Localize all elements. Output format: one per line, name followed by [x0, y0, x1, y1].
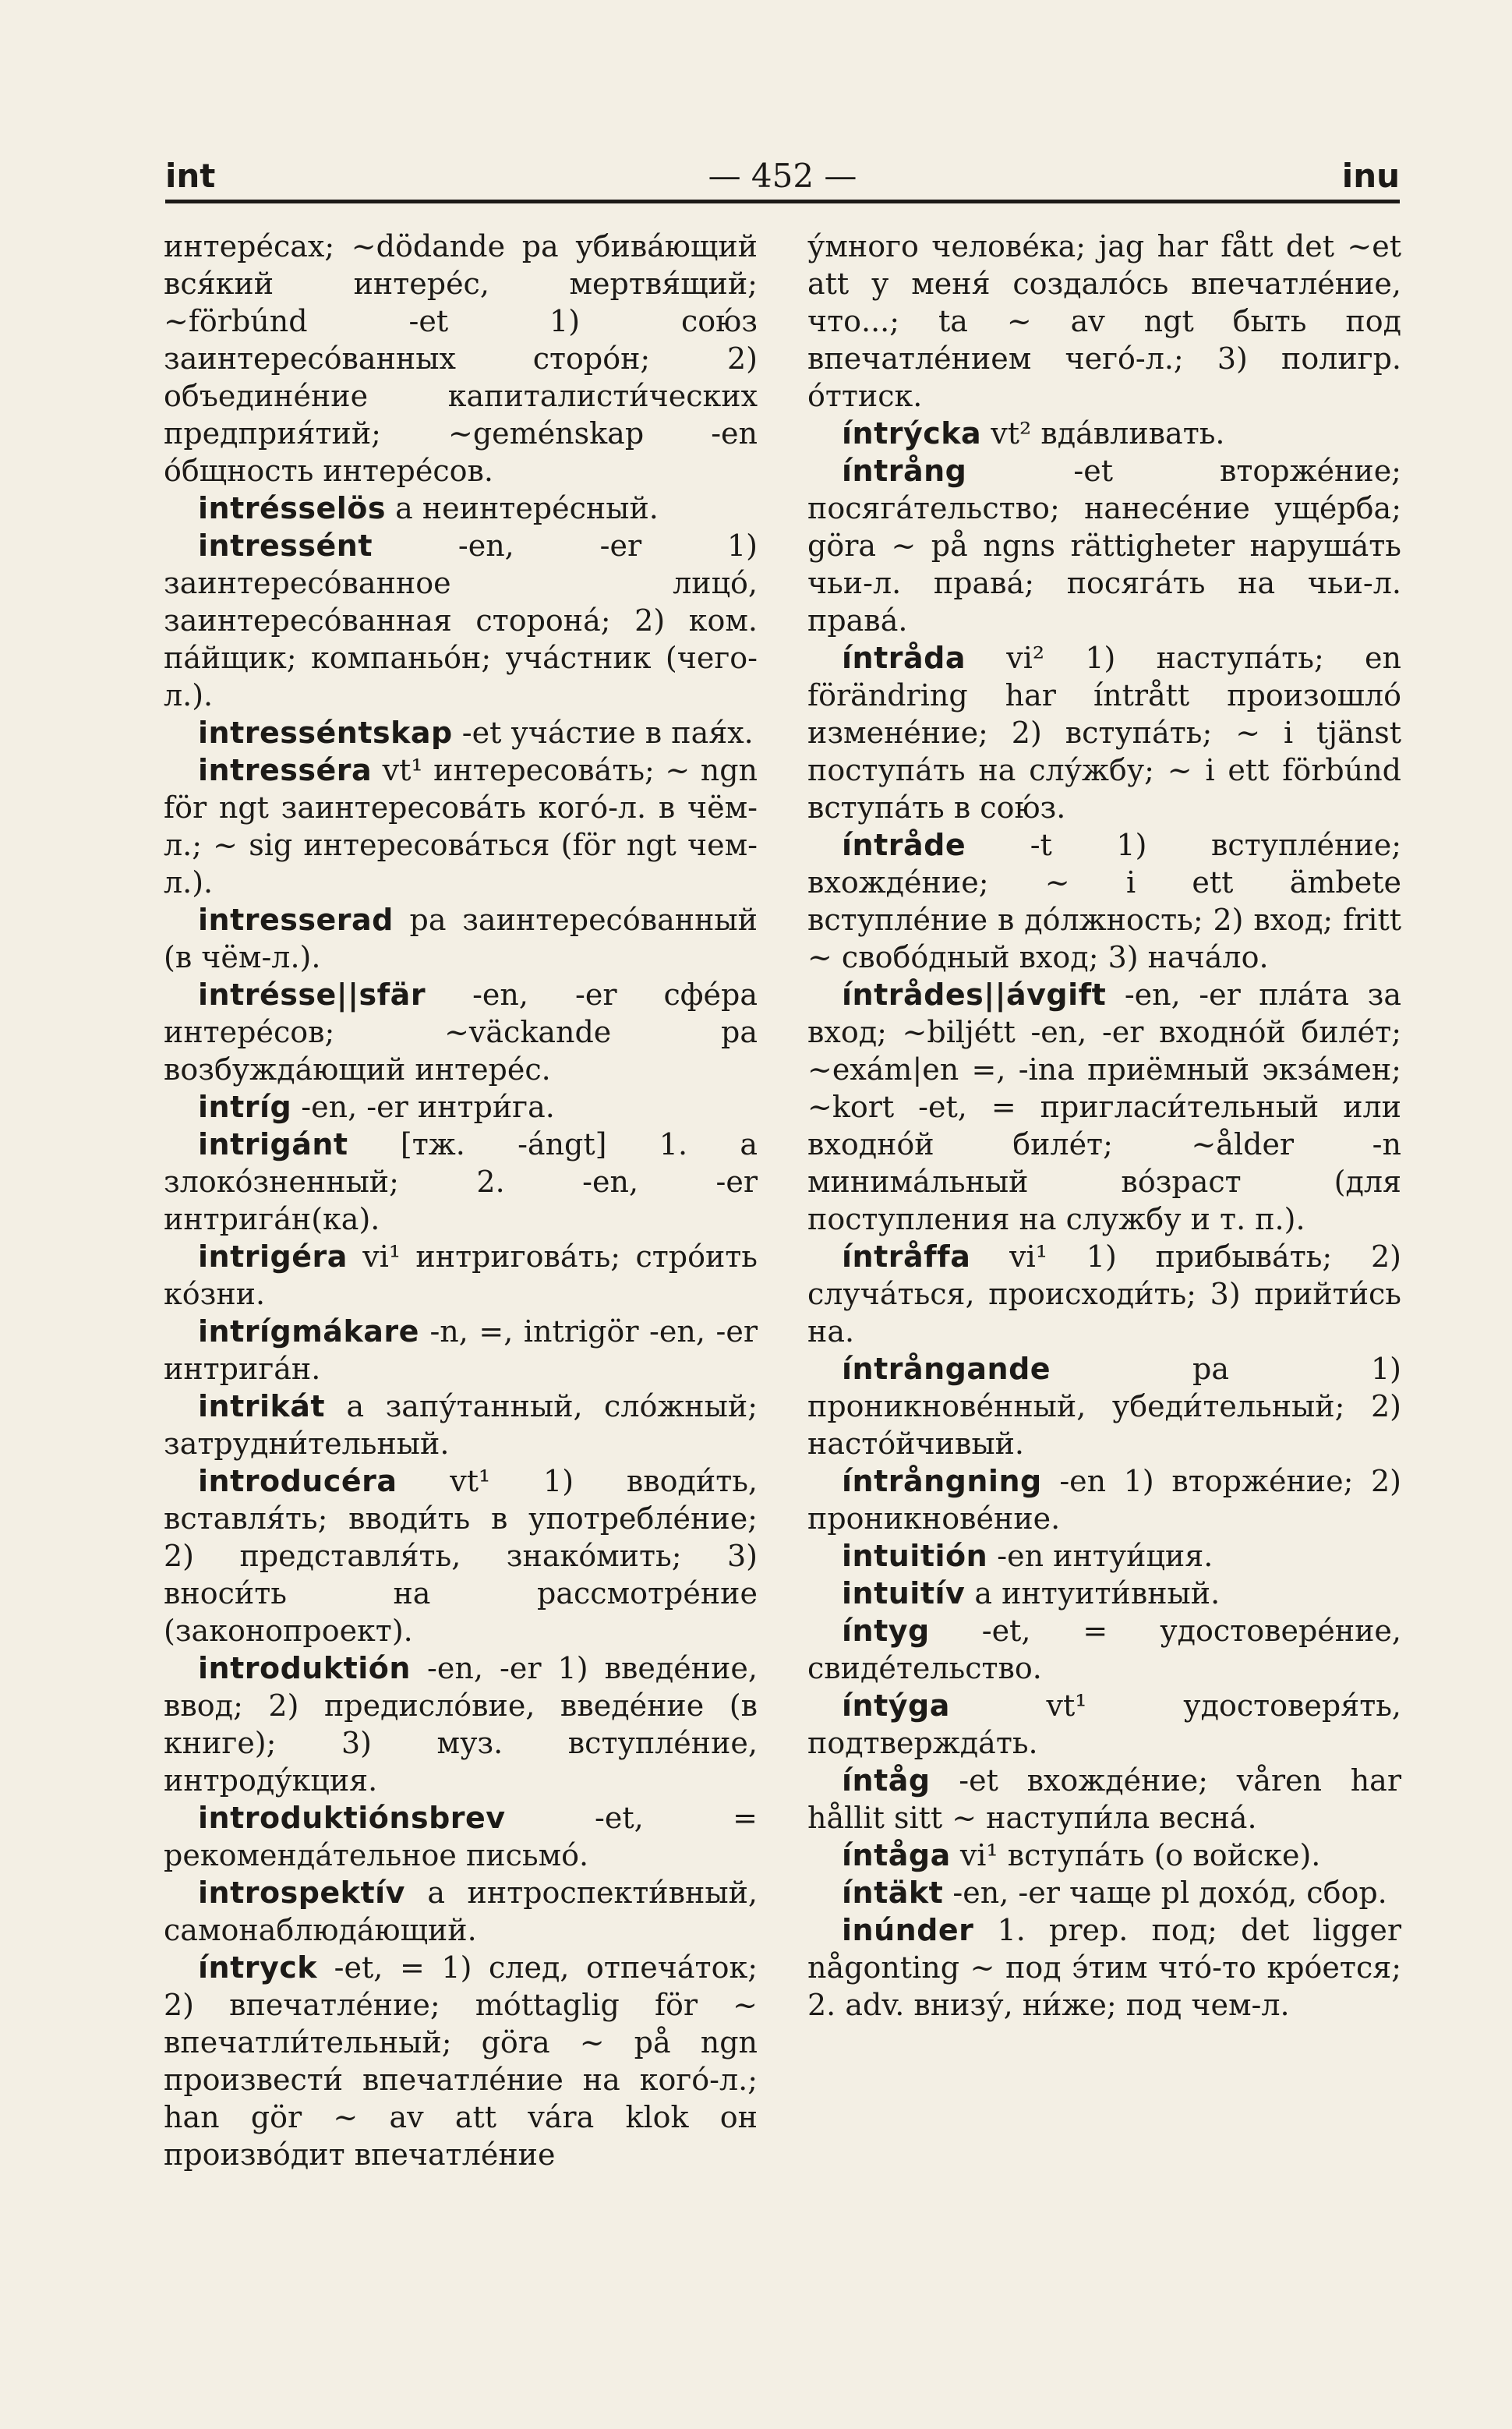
entry-definition: vi¹ 1) прибыва́ть; 2) случа́ться, происходи́ть; 3) прийти́сь на. [807, 1239, 1401, 1349]
entry-headword: íntrångande [842, 1352, 1051, 1386]
entry-definition: vi² 1) наступа́ть; en förändring har íntrått произошло́ измене́ние; 2) вступа́ть; ~ i tjänst поступа́ть на слу́жбу; ~ i ett förbúnd вступа́ть в сою́з. [807, 641, 1401, 825]
page-number: — 452 — [708, 157, 857, 195]
entry-headword: inúnder [842, 1913, 974, 1947]
entry-definition: -et уча́стие в пая́х. [452, 716, 754, 750]
dictionary-entry [807, 1687, 1401, 1762]
entry-definition: [тж. -ángt] 1. a злоко́зненный; 2. -en, -er интрига́н(ка). [164, 1127, 758, 1236]
dictionary-entry [164, 1799, 758, 1874]
dictionary-entry [807, 1911, 1401, 2024]
dictionary-entry [164, 1238, 758, 1313]
entry-headword: intrésselös [198, 491, 387, 525]
entry-definition: vi¹ вступа́ть (о войске). [950, 1838, 1321, 1872]
header-rule [165, 200, 1400, 203]
dictionary-entry [807, 976, 1401, 1238]
entry-definition: a запу́танный, сло́жный; затрудни́тельный. [164, 1389, 758, 1461]
entry-definition: -en 1) вторже́ние; 2) проникнове́ние. [807, 1464, 1401, 1536]
dictionary-entry [807, 415, 1401, 452]
dictionary-entry [164, 1649, 758, 1799]
entry-definition: у́много челове́ка; jag har fått det ~et att у меня́ создало́сь впечатле́ние, что...; ta ~ av ngt быть под впечатле́нием чего́-л.; 3) полигр. о́ттиск. [807, 229, 1401, 413]
entry-definition: -en, -er пла́та за вход; ~biljétt -en, -er входно́й биле́т; ~exám|en =, -ina приёмный экза́мен; ~kort -et, = пригласи́тельный или входно́й биле́т; ~ålder -n минима́льный во́зраст (для поступления на службу и т. п.). [807, 978, 1401, 1236]
right-guide-word: inu [1341, 157, 1400, 195]
dictionary-entry [164, 1388, 758, 1462]
dictionary-entry [164, 1313, 758, 1388]
entry-definition: 1. prep. под; det ligger någonting ~ под э́тим что́-то кро́ется; 2. adv. внизу́, ни́же; под чем-л. [807, 1913, 1401, 2022]
entry-headword: intríg [198, 1090, 292, 1124]
entry-definition: a неинтере́сный. [386, 491, 659, 525]
entry-definition: -n, =, intrigör -en, -er интрига́н. [164, 1314, 758, 1386]
entry-headword: íntråffa [842, 1239, 971, 1274]
dictionary-entry [807, 826, 1401, 976]
dictionary-entry [807, 639, 1401, 826]
dictionary-entry [807, 1874, 1401, 1911]
entry-headword: intrigánt [198, 1127, 348, 1161]
entry-headword: íntråda [842, 641, 966, 675]
entry-definition: vi¹ интригова́ть; стро́ить ко́зни. [164, 1239, 758, 1311]
entry-definition: интере́сах; ~dödande pa убива́ющий вся́кий интере́с, мертвя́щий; ~förbúnd -et 1) сою́з заинтересо́ванных сторо́н; 2) объедине́ние капиталисти́ческих предприя́тий; ~geménskap -en о́бщность интере́сов. [164, 229, 758, 488]
entry-headword: íntrådes||ávgift [842, 978, 1107, 1012]
entry-definition: -en интуи́ция. [987, 1539, 1213, 1573]
entry-headword: intrésse||sfär [198, 978, 426, 1012]
dictionary-entry [164, 1126, 758, 1238]
entry-definition: a интроспекти́вный, самонаблюда́ющий. [164, 1876, 758, 1947]
dictionary-entry [164, 751, 758, 901]
entry-definition: -et, = рекоменда́тельное письмо́. [164, 1801, 758, 1872]
entry-definition: -et вторже́ние; посяга́тельство; нанесе́ние уще́рба; göra ~ på ngns rättigheter наруша́ть чьи-л. права́; посяга́ть на чьи-л. права́. [807, 454, 1401, 638]
entry-headword: íntrångning [842, 1464, 1042, 1498]
entry-definition: -et вхожде́ние; våren har hållit sitt ~ наступи́ла весна́. [807, 1763, 1401, 1835]
entry-headword: introduktiónsbrev [198, 1801, 506, 1835]
dictionary-entry [807, 1350, 1401, 1462]
dictionary-entry [807, 1238, 1401, 1350]
entry-definition: a интуити́вный. [965, 1576, 1221, 1610]
dictionary-entry [164, 490, 758, 527]
entry-headword: intuitión [842, 1539, 988, 1573]
dictionary-entry [807, 228, 1401, 415]
right-column [807, 228, 1401, 2024]
entry-headword: introduktión [198, 1651, 411, 1685]
entry-headword: íntryck [198, 1950, 318, 1985]
entry-headword: íntýga [842, 1688, 950, 1723]
dictionary-entry [164, 1462, 758, 1649]
dictionary-entry [807, 1537, 1401, 1575]
dictionary-entry [807, 1612, 1401, 1687]
dictionary-entry [807, 1575, 1401, 1612]
entry-definition: vt² вда́вливать. [981, 416, 1225, 451]
entry-definition: -et, = 1) след, отпеча́ток; 2) впечатле́ние; móttaglig för ~ впечатли́тельный; göra ~ på ngn произвести́ впечатле́ние на кого́-л.; han gör ~ av att vára klok он произво́дит впечатле́ние [164, 1950, 758, 2172]
entry-headword: íntåga [842, 1838, 951, 1872]
dictionary-entry [164, 901, 758, 976]
entry-headword: intressént [198, 529, 373, 563]
dictionary-entry [807, 1837, 1401, 1874]
entry-headword: íntrång [842, 454, 967, 488]
entry-definition: -en, -er интри́га. [291, 1090, 555, 1124]
dictionary-entry [164, 527, 758, 714]
entry-headword: introducéra [198, 1464, 397, 1498]
entry-definition: vt¹ удостоверя́ть, подтвержда́ть. [807, 1688, 1401, 1760]
entry-headword: introspektív [198, 1876, 405, 1910]
entry-definition: -et, = удостовере́ние, свиде́тельство. [807, 1614, 1401, 1685]
entry-definition: vt¹ 1) вводи́ть, вставля́ть; вводи́ть в употребле́ние; 2) представля́ть, знако́мить; 3) вноси́ть на рассмотре́ние (законопроект). [164, 1464, 758, 1648]
entry-definition: -en, -er сфе́ра интере́сов; ~väckande pa возбужда́ющий интере́с. [164, 978, 758, 1087]
dictionary-entry [164, 228, 758, 490]
entry-headword: íntyg [842, 1614, 930, 1648]
entry-headword: íntråde [842, 828, 966, 862]
dictionary-entry [164, 714, 758, 751]
entry-headword: intrikát [198, 1389, 326, 1423]
entry-headword: íntåg [842, 1763, 931, 1798]
entry-headword: intrigéra [198, 1239, 348, 1274]
entry-definition: vt¹ интересова́ть; ~ ngn för ngt заинтересова́ть кого́-л. в чём-л.; ~ sig интересова́ться (för ngt чем-л.). [164, 753, 758, 900]
entry-definition: -en, -er 1) заинтересо́ванное лицо́, заинтересо́ванная сторона́; 2) ком. па́йщик; компаньо́н; уча́стник (чего-л.). [164, 529, 758, 712]
entry-headword: intresséra [198, 753, 373, 787]
entry-headword: intresséntskap [198, 716, 453, 750]
left-column [164, 228, 758, 2173]
dictionary-entry [164, 1949, 758, 2173]
dictionary-entry [164, 1874, 758, 1949]
dictionary-entry [164, 1088, 758, 1126]
entry-headword: intresserad [198, 903, 394, 937]
entry-headword: intrígmákare [198, 1314, 419, 1349]
left-guide-word: int [165, 157, 216, 195]
entry-definition: pa 1) проникнове́нный, убеди́тельный; 2) насто́йчивый. [807, 1352, 1401, 1461]
dictionary-entry [807, 1462, 1401, 1537]
running-header [165, 153, 1400, 200]
entry-headword: íntrýcka [842, 416, 982, 451]
entry-headword: intuitív [842, 1576, 966, 1610]
entry-definition: -en, -er 1) введе́ние, ввод; 2) предисло́вие, введе́ние (в книге); 3) муз. вступле́ние, интроду́кция. [164, 1651, 758, 1798]
dictionary-entry [164, 976, 758, 1088]
entry-definition: -t 1) вступле́ние; вхожде́ние; ~ i ett ämbete вступле́ние в до́лжность; 2) вход; fritt ~ свобо́дный вход; 3) нача́ло. [807, 828, 1401, 974]
entry-headword: íntäkt [842, 1876, 944, 1910]
entry-definition: -en, -er чаще pl дохо́д, сбор. [943, 1876, 1387, 1910]
entry-definition: pa заинтересо́ванный (в чём-л.). [164, 903, 758, 974]
dictionary-entry [807, 1762, 1401, 1837]
dictionary-entry [807, 452, 1401, 639]
